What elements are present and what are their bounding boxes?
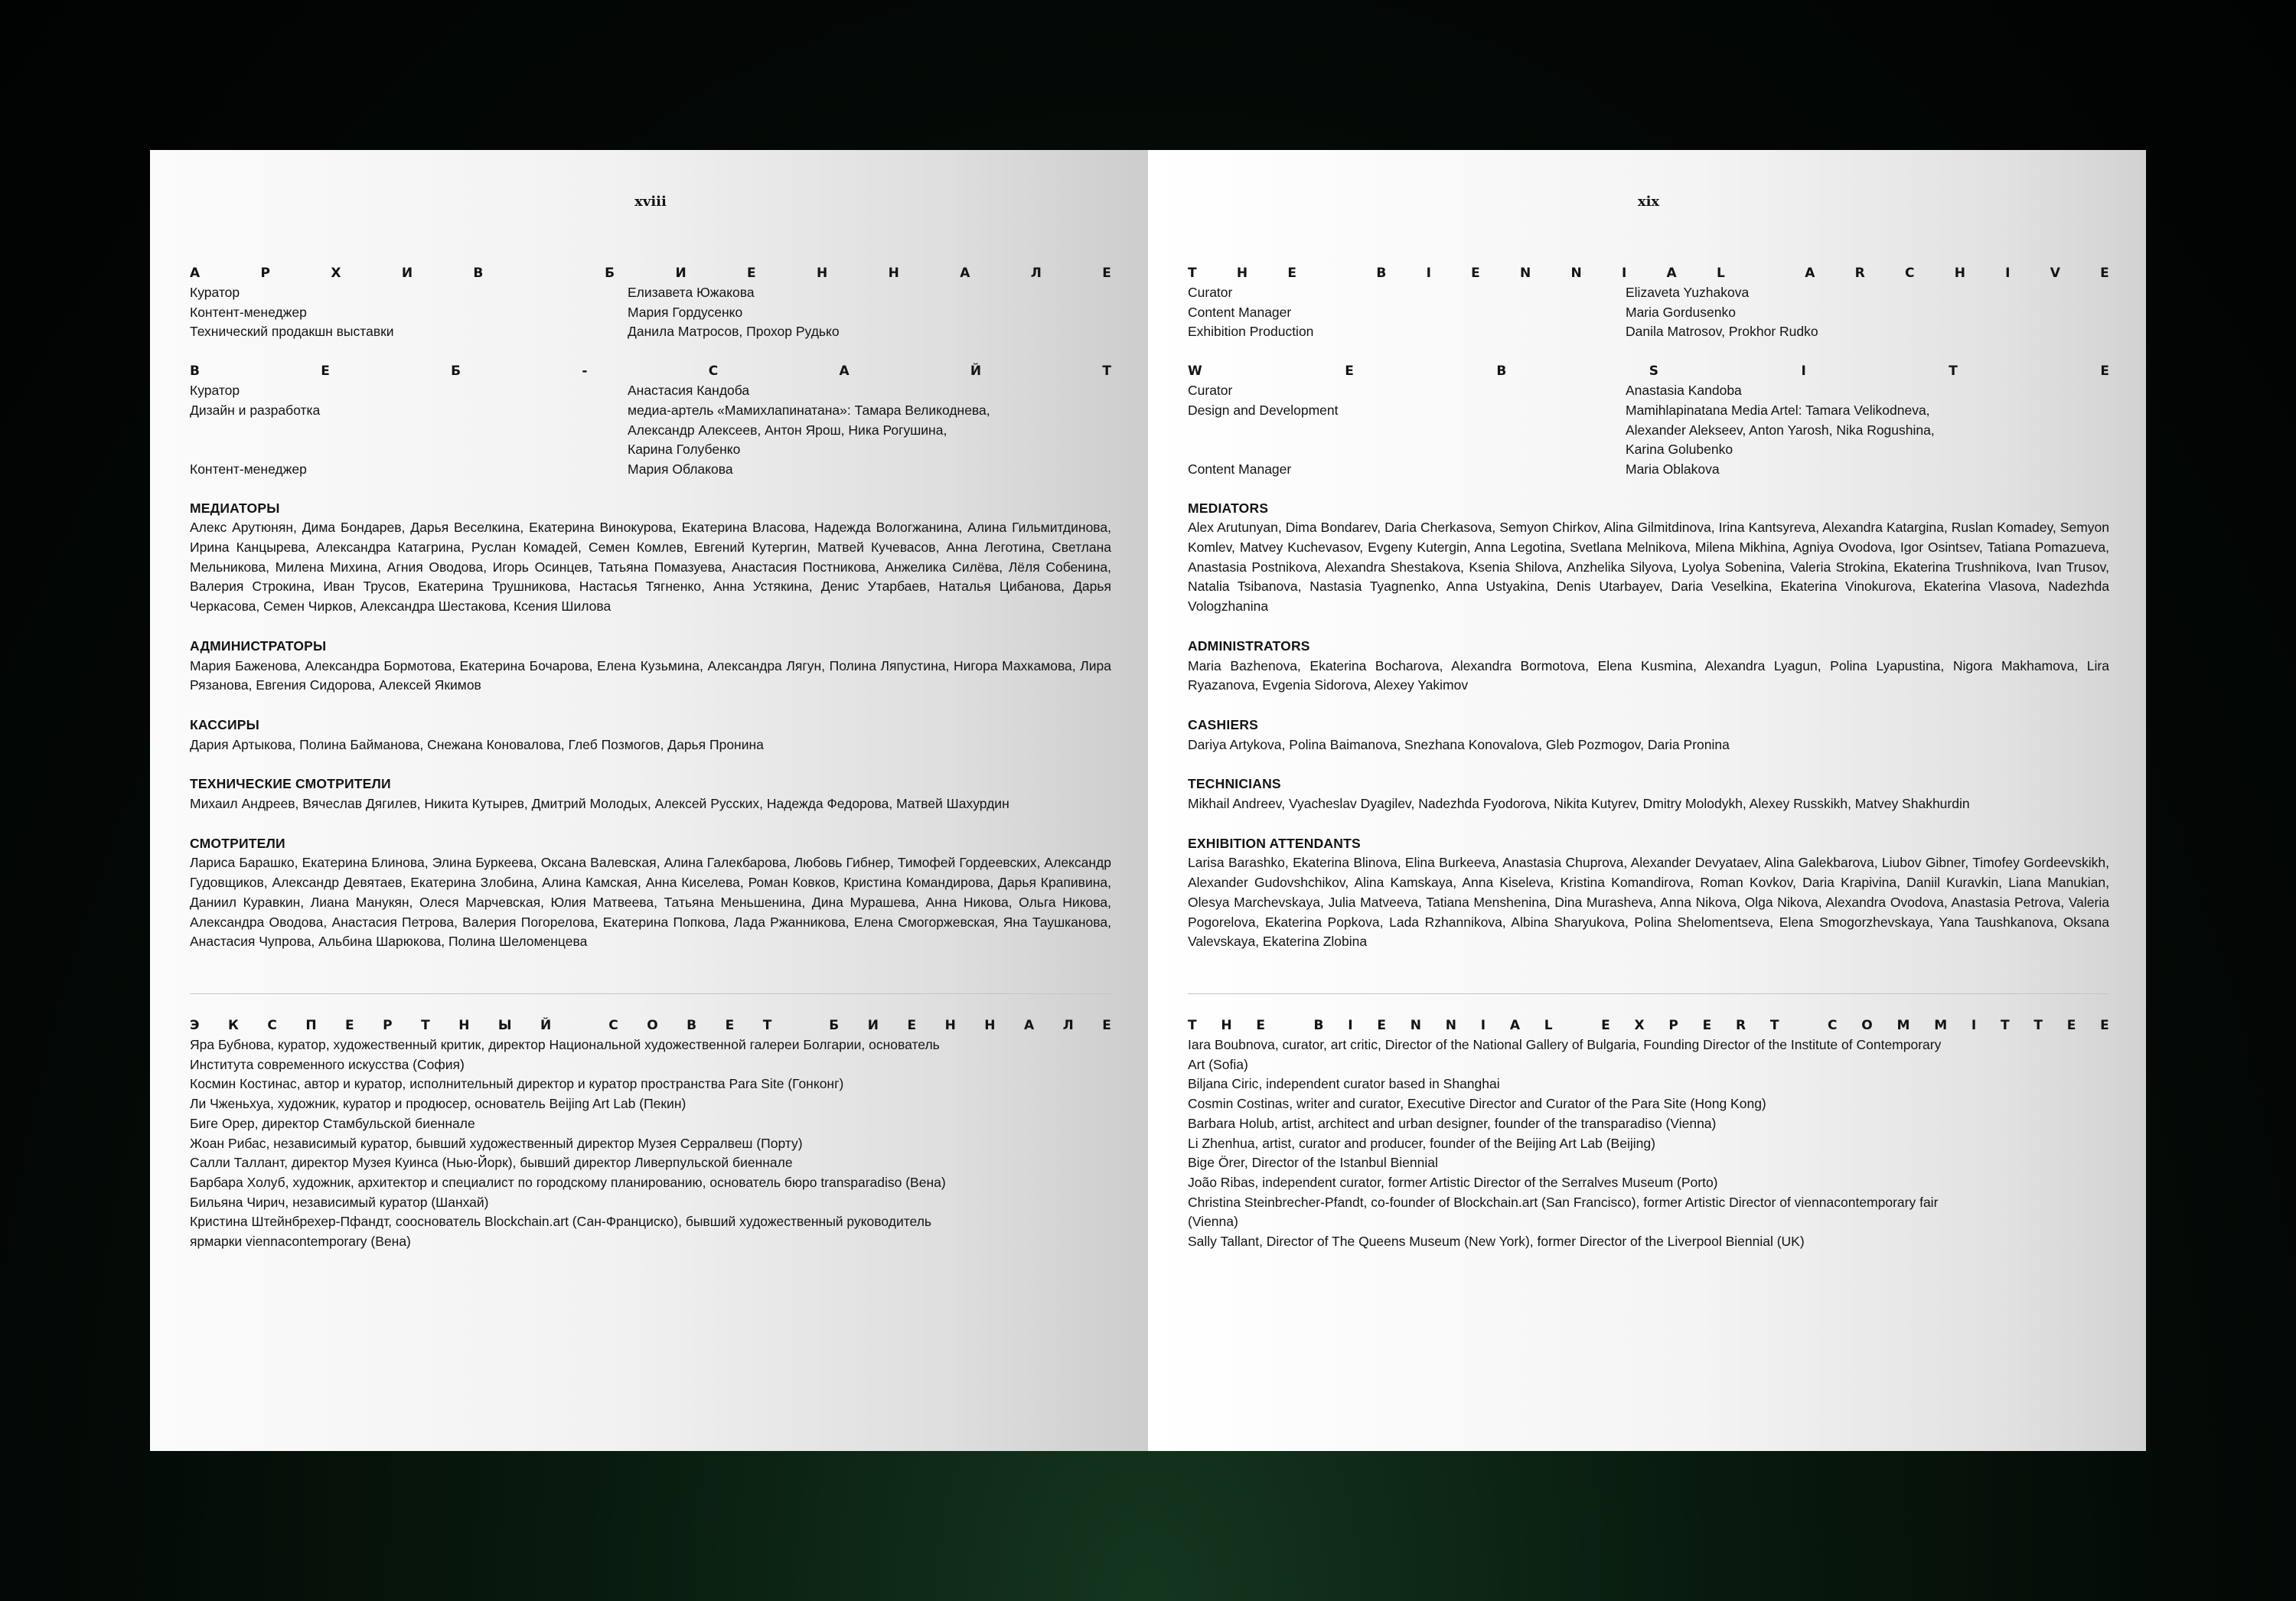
credit-people — [628, 460, 1111, 480]
title-letter: X — [1634, 1017, 1645, 1033]
title-letter: T — [1949, 364, 1958, 380]
title-letter: А — [1024, 1017, 1035, 1033]
staff-group — [190, 834, 1111, 952]
title-letter: T — [2033, 1017, 2043, 1033]
title-letter: I — [1971, 1017, 1977, 1033]
title-letter: С — [267, 1017, 277, 1033]
title-letter: И — [867, 1017, 879, 1033]
credit-role: Контент-менеджер — [190, 304, 307, 320]
title-letter: Й — [540, 1017, 552, 1033]
expert-line: Салли Таллант, директор Музея Куинса (Нью-Йорк), бывший директор Ливерпульской биеннале — [190, 1155, 793, 1171]
page-number: xix — [1637, 194, 1660, 210]
title-letter: E — [1287, 266, 1296, 281]
group-title: ТЕХНИЧЕСКИЕ СМОТРИТЕЛИ — [190, 776, 391, 792]
credit-people — [628, 401, 1111, 460]
title-letter: К — [227, 1017, 239, 1033]
title-letter: Ы — [497, 1017, 512, 1033]
group-title: ADMINISTRATORS — [1188, 637, 1310, 654]
credit-people-line: Danila Matrosov, Prokhor Rudko — [1626, 324, 1818, 340]
section-title — [190, 1016, 1111, 1035]
group-title: МЕДИАТОРЫ — [190, 500, 280, 516]
title-letter: А — [960, 266, 970, 281]
title-letter: M — [1934, 1017, 1948, 1033]
section-title — [190, 263, 1111, 283]
staff-group — [1188, 774, 2109, 814]
archive-section — [190, 263, 1111, 342]
title-letter: I — [1348, 1017, 1353, 1033]
credit-people-line: Карина Голубенко — [628, 442, 741, 458]
credit-people — [1626, 401, 2109, 460]
title-letter: О — [647, 1017, 658, 1033]
expert-line: Li Zhenhua, artist, curator and producer, founder of the Beijing Art Lab (Beijing) — [1188, 1135, 1655, 1151]
group-names: Мария Баженова, Александра Бормотова, Екатерина Бочарова, Елена Кузьмина, Александра Лягун, Полина Ляпустина, Нигора Махкамова, Лира Рязанова, Евгения Сидорова, Алексей Якимов — [190, 657, 1111, 693]
staff-group — [1188, 834, 2109, 952]
credit-row — [1188, 303, 2109, 323]
credit-people — [628, 381, 1111, 401]
credit-row — [190, 283, 1111, 303]
staff-groups — [190, 499, 1111, 952]
title-letter: H — [1221, 1017, 1232, 1033]
title-letter: I — [1801, 364, 1806, 380]
credit-people-line: Alexander Alekseev, Anton Yarosh, Nika Rogushina, — [1626, 422, 1935, 438]
title-letter: Р — [260, 266, 270, 281]
title-letter: I — [1621, 266, 1627, 281]
credit-row — [1188, 322, 2109, 342]
credit-people-line: Анастасия Кандоба — [628, 383, 750, 399]
credit-row — [190, 303, 1111, 323]
website-section — [1188, 361, 2109, 480]
title-letter: Й — [970, 364, 982, 380]
title-letter: E — [1601, 1017, 1610, 1033]
expert-line: Барбара Холуб, художник, архитектор и специалист по городскому планированию, основатель бюро transparadiso (Вена) — [190, 1174, 946, 1190]
credit-role: Content Manager — [1188, 461, 1292, 477]
expert-line: Биге Орер, директор Стамбульской биеннале — [190, 1115, 475, 1131]
credit-role: Куратор — [190, 285, 240, 300]
staff-group — [1188, 499, 2109, 617]
title-letter: T — [1769, 1017, 1779, 1033]
title-letter: Н — [984, 1017, 996, 1033]
credit-people — [1626, 303, 2109, 323]
credit-people-line: Александр Алексеев, Антон Ярош, Ника Рогушина, — [628, 422, 947, 438]
title-letter: Е — [747, 266, 756, 281]
title-letter: I — [1480, 1017, 1486, 1033]
credit-people-line: Елизавета Южакова — [628, 285, 755, 300]
credit-people-line: Mamihlapinatana Media Artel: Tamara Velikodneva, — [1626, 402, 1930, 418]
title-letter: Н — [888, 266, 899, 281]
title-letter: H — [1236, 266, 1248, 281]
credit-people-line: Maria Oblakova — [1626, 461, 1720, 477]
group-names: Дария Артыкова, Полина Байманова, Снежана Коновалова, Глеб Позмогов, Дарья Пронина — [190, 736, 764, 752]
expert-line: Института современного искусства (София) — [190, 1056, 465, 1072]
title-letter: E — [2100, 266, 2109, 281]
title-letter: Н — [817, 266, 828, 281]
title-letter: Е — [321, 364, 330, 380]
title-letter: Е — [907, 1017, 917, 1033]
expert-list — [1188, 1035, 2109, 1252]
group-names: Лариса Барашко, Екатерина Блинова, Элина Буркеева, Оксана Валевская, Алина Галекбарова, Любовь Гибнер, Тимофей Гордеевских, Александр Гудовщиков, Александр Девятаев, Екатерина Злобина, Алина Камская, Анна Киселева, Роман Ковков, Кристина Командирова, Дарья Крапивина, Даниил Куравкин, Лиана Манукян, Олеся Марчевская, Юлия Матвеева, Татьяна Меньшенина, Дина Мурашева, Анна Никова, Ольга Никова, Александра Оводова, Анастасия Петрова, Валерия Погорелова, Екатерина Попкова, Лада Ржанникова, Елена Смогоржевская, Яна Таушканова, Анастасия Чупрова, Альбина Шарюкова, Полина Шеломенцева — [190, 855, 1111, 950]
group-title: АДМИНИСТРАТОРЫ — [190, 637, 327, 654]
expert-line: Яра Бубнова, куратор, художественный критик, директор Национальной художественной галереи Болгарии, основатель — [190, 1036, 940, 1052]
expert-line: Cosmin Costinas, writer and curator, Executive Director and Curator of the Para Site (Hong Kong) — [1188, 1096, 1766, 1112]
group-names: Dariya Artykova, Polina Baimanova, Snezhana Konovalova, Gleb Pozmogov, Daria Pronina — [1188, 736, 1730, 752]
title-letter: N — [1410, 1017, 1421, 1033]
group-title: MEDIATORS — [1188, 500, 1269, 516]
left-page — [150, 150, 1148, 1451]
credit-people-line: Данила Матросов, Прохор Рудько — [628, 324, 840, 340]
credit-role: Content Manager — [1188, 304, 1292, 320]
credit-people-line: Мария Облакова — [628, 461, 733, 477]
title-letter: E — [1345, 364, 1354, 380]
staff-groups — [1188, 499, 2109, 952]
credit-people-line: медиа-артель «Мамихлапинатана»: Тамара Великоднева, — [628, 402, 990, 418]
staff-group — [190, 637, 1111, 696]
title-letter: R — [1854, 266, 1865, 281]
credit-role: Дизайн и разработка — [190, 402, 321, 418]
expert-line: Ли Чженьхуа, художник, куратор и продюсер, основатель Beijing Art Lab (Пекин) — [190, 1096, 687, 1112]
group-names: Alex Arutunyan, Dima Bondarev, Daria Cherkasova, Semyon Chirkov, Alina Gilmitdinova, Irina Kantsyreva, Alexandra Katargina, Ruslan Komadey, Semyon Komlev, Matvey Kuchevasov, Evgeny Kutergin, Anna Legotina, Svetlana Melnikova, Milena Mikhina, Agniya Ovodova, Igor Osintsev, Tatiana Pomazueva, Anastasia Postnikova, Alexandra Shestakova, Ksenia Shilova, Anzhelika Silyova, Lyolya Sobenina, Valeria Strokina, Ekaterina Trushnikova, Ivan Trusov, Natalia Tsibanova, Nastasia Tyagnenko, Anna Ustyakina, Denis Utarbayev, Daria Veselkina, Ekaterina Vinokurova, Ekaterina Vlasova, Nadezhda Vologzhanina — [1188, 520, 2109, 615]
title-letter: Л — [1030, 266, 1042, 281]
group-names: Maria Bazhenova, Ekaterina Bocharova, Alexandra Bormotova, Elena Kusmina, Alexandra Lyagun, Polina Lyapustina, Nigora Makhamova, Lira Ryazanova, Evgenia Sidorova, Alexey Yakimov — [1188, 657, 2109, 693]
credit-people — [1626, 381, 2109, 401]
credit-row — [190, 381, 1111, 401]
expert-line: Iara Boubnova, curator, art critic, Director of the National Gallery of Bulgaria, Founding Director of the Institute of Contemporary — [1188, 1036, 1942, 1052]
expert-section — [190, 1016, 1111, 1252]
title-letter: R — [1736, 1017, 1746, 1033]
title-letter: A — [1509, 1017, 1521, 1033]
group-title: CASHIERS — [1188, 716, 1259, 732]
staff-group — [190, 716, 1111, 755]
credit-role: Design and Development — [1188, 402, 1339, 418]
title-letter: B — [1496, 364, 1507, 380]
group-title: TECHNICIANS — [1188, 776, 1281, 792]
title-letter: Б — [451, 364, 461, 380]
credit-people-line: Karina Golubenko — [1626, 442, 1733, 458]
credit-people-line: Elizaveta Yuzhakova — [1626, 285, 1750, 300]
credit-role: Exhibition Production — [1188, 324, 1314, 340]
divider — [1188, 993, 2109, 994]
title-letter: Б — [829, 1017, 840, 1033]
expert-line: Жоан Рибас, независимый куратор, бывший художественный директор Музея Серралвеш (Порту) — [190, 1135, 803, 1151]
title-letter: Б — [605, 266, 615, 281]
expert-line: Sally Tallant, Director of The Queens Museum (New York), former Director of the Liverpool Biennial (UK) — [1188, 1234, 1805, 1250]
expert-line: Art (Sofia) — [1188, 1056, 1248, 1072]
website-section — [190, 361, 1111, 480]
expert-line: Barbara Holub, artist, architect and urban designer, founder of the transparadiso (Vienna) — [1188, 1115, 1717, 1131]
credit-people — [1626, 283, 2109, 303]
title-letter: А — [839, 364, 850, 380]
title-letter: E — [1256, 1017, 1265, 1033]
title-letter: В — [687, 1017, 697, 1033]
credit-row — [190, 460, 1111, 480]
title-letter: E — [2100, 364, 2109, 380]
title-letter: S — [1649, 364, 1659, 380]
title-letter: Э — [190, 1017, 200, 1033]
credit-people — [628, 303, 1111, 323]
title-letter: Р — [383, 1017, 393, 1033]
expert-line: Бильяна Чирич, независимый куратор (Шанхай) — [190, 1194, 489, 1210]
title-letter: A — [1805, 266, 1815, 281]
title-letter: Е — [1102, 1017, 1111, 1033]
archive-section — [1188, 263, 2109, 342]
staff-group — [1188, 637, 2109, 696]
group-title: СМОТРИТЕЛИ — [190, 835, 285, 851]
title-letter: L — [1544, 1017, 1553, 1033]
title-letter: P — [1668, 1017, 1678, 1033]
credit-role: Контент-менеджер — [190, 461, 307, 477]
title-letter: N — [1570, 266, 1582, 281]
credit-role: Технический продакшн выставки — [190, 324, 394, 340]
title-letter: Т — [421, 1017, 430, 1033]
credit-row — [1188, 381, 2109, 401]
divider — [190, 993, 1111, 994]
credits-table — [1188, 283, 2109, 342]
expert-line: (Vienna) — [1188, 1214, 1238, 1230]
expert-line: ярмарки viennacontemporary (Вена) — [190, 1234, 411, 1250]
title-letter: B — [1376, 266, 1387, 281]
credit-people — [1626, 322, 2109, 342]
credit-row — [1188, 283, 2109, 303]
right-page — [1148, 150, 2146, 1451]
staff-group — [1188, 716, 2109, 755]
title-letter: E — [1471, 266, 1480, 281]
title-letter: В — [473, 266, 484, 281]
title-letter: И — [401, 266, 413, 281]
expert-line: Космин Костинас, автор и куратор, исполнительный директор и куратор пространства Para Site (Гонконг) — [190, 1076, 844, 1092]
group-title: КАССИРЫ — [190, 716, 259, 732]
group-names: Алекс Арутюнян, Дима Бондарев, Дарья Веселкина, Екатерина Винокурова, Екатерина Власова, Надежда Вологжанина, Алина Гильмитдинова, Ирина Канцырева, Александра Катагрина, Руслан Комадей, Семен Комлев, Евгений Кутергин, Матвей Кучевасов, Анна Леготина, Светлана Мельникова, Милена Михина, Агния Оводова, Игорь Осинцев, Татьяна Помазуева, Анастасия Постникова, Анжелика Силёва, Лёля Собенина, Валерия Строкина, Иван Трусов, Екатерина Трушникова, Настасья Тягненко, Анна Устякина, Денис Утарбаев, Наталья Цибанова, Дарья Черкасова, Семен Чирков, Александра Шестакова, Ксения Шилова — [190, 520, 1111, 615]
title-letter: Т — [762, 1017, 772, 1033]
title-letter: N — [1520, 266, 1531, 281]
title-letter: А — [190, 266, 201, 281]
section-title — [190, 361, 1111, 381]
section-title — [1188, 361, 2109, 381]
page-number: xviii — [634, 194, 667, 210]
title-letter: Л — [1062, 1017, 1074, 1033]
credit-role: Curator — [1188, 285, 1233, 300]
group-title: EXHIBITION ATTENDANTS — [1188, 835, 1361, 851]
title-letter: П — [305, 1017, 317, 1033]
credit-people-line: Anastasia Kandoba — [1626, 383, 1742, 399]
group-names: Mikhail Andreev, Vyacheslav Dyagilev, Nadezhda Fyodorova, Nikita Kutyrev, Dmitry Molodykh, Alexey Russkikh, Matvey Shakhurdin — [1188, 796, 1970, 812]
title-letter: I — [1426, 266, 1431, 281]
credit-row — [1188, 401, 2109, 460]
credit-row — [190, 401, 1111, 460]
staff-group — [190, 774, 1111, 814]
title-letter: Е — [1102, 266, 1111, 281]
title-letter: A — [1666, 266, 1677, 281]
staff-group — [190, 499, 1111, 617]
title-letter: T — [2000, 1017, 2010, 1033]
group-names: Михаил Андреев, Вячеслав Дягилев, Никита Кутырев, Дмитрий Молодых, Алексей Русских, Надежда Федорова, Матвей Шахурдин — [190, 796, 1009, 812]
title-letter: С — [708, 364, 719, 380]
title-letter: Х — [331, 266, 341, 281]
title-letter: - — [582, 364, 588, 380]
expert-list — [190, 1035, 1111, 1252]
title-letter: N — [1445, 1017, 1456, 1033]
credits-table — [190, 381, 1111, 480]
credit-role: Curator — [1188, 383, 1233, 399]
credits-table — [190, 283, 1111, 342]
title-letter: Т — [1102, 364, 1111, 380]
title-letter: И — [675, 266, 687, 281]
title-letter: T — [1188, 1017, 1197, 1033]
title-letter: Е — [345, 1017, 354, 1033]
title-letter: E — [1702, 1017, 1712, 1033]
credit-row — [190, 322, 1111, 342]
title-letter: L — [1716, 266, 1725, 281]
title-letter: C — [1828, 1017, 1838, 1033]
title-letter: E — [1377, 1017, 1386, 1033]
expert-line: João Ribas, independent curator, former Artistic Director of the Serralves Museum (Porto) — [1188, 1174, 1718, 1190]
title-letter: V — [2050, 266, 2060, 281]
title-letter: T — [1188, 266, 1197, 281]
section-title — [1188, 1016, 2109, 1035]
title-letter: Н — [944, 1017, 956, 1033]
title-letter: M — [1896, 1017, 1910, 1033]
title-letter: E — [2066, 1017, 2076, 1033]
credit-people-line: Maria Gordusenko — [1626, 304, 1736, 320]
title-letter: С — [608, 1017, 618, 1033]
title-letter: W — [1188, 364, 1202, 380]
title-letter: I — [2005, 266, 2011, 281]
credit-people-line: Мария Гордусенко — [628, 304, 743, 320]
credit-row — [1188, 460, 2109, 480]
title-letter: E — [2100, 1017, 2109, 1033]
expert-line: Bige Örer, Director of the Istanbul Biennial — [1188, 1155, 1438, 1171]
title-letter: C — [1904, 266, 1915, 281]
title-letter: Е — [725, 1017, 735, 1033]
section-title — [1188, 263, 2109, 283]
title-letter: B — [1313, 1017, 1324, 1033]
group-names: Larisa Barashko, Ekaterina Blinova, Elina Burkeeva, Anastasia Chuprova, Alexander Devyataev, Alina Galekbarova, Liubov Gibner, Timofey Gordeevskikh, Alexander Gudovshchikov, Alina Kamskaya, Anna Kiseleva, Kristina Komandirova, Roman Kovkov, Daria Krapivina, Daniil Kuravkin, Liana Manukian, Olesya Marchevskaya, Julia Matveeva, Tatiana Menshenina, Dina Murasheva, Anna Nikova, Olga Nikova, Alexandra Ovodova, Anastasia Petrova, Valeria Pogorelova, Ekaterina Popkova, Lada Rzhannikova, Albina Sharyukova, Polina Shelomentseva, Elena Smogorzhevskaya, Yana Taushkanova, Oksana Valevskaya, Ekaterina Zlobina — [1188, 855, 2109, 950]
expert-line: Biljana Ciric, independent curator based in Shanghai — [1188, 1076, 1500, 1092]
expert-line: Кристина Штейнбрехер-Пфандт, сооснователь Blockchain.art (Сан-Франциско), бывший художественный руководитель — [190, 1214, 932, 1230]
title-letter: В — [190, 364, 200, 380]
title-letter: O — [1861, 1017, 1873, 1033]
title-letter: Н — [458, 1017, 470, 1033]
title-letter: H — [1954, 266, 1965, 281]
credit-role: Куратор — [190, 383, 240, 399]
credits-table — [1188, 381, 2109, 480]
credit-people — [1626, 460, 2109, 480]
expert-section — [1188, 1016, 2109, 1252]
credit-people — [628, 322, 1111, 342]
expert-line: Christina Steinbrecher-Pfandt, co-founder of Blockchain.art (San Francisco), former Artistic Director of viennacontemporary fair — [1188, 1194, 1939, 1210]
credit-people — [628, 283, 1111, 303]
